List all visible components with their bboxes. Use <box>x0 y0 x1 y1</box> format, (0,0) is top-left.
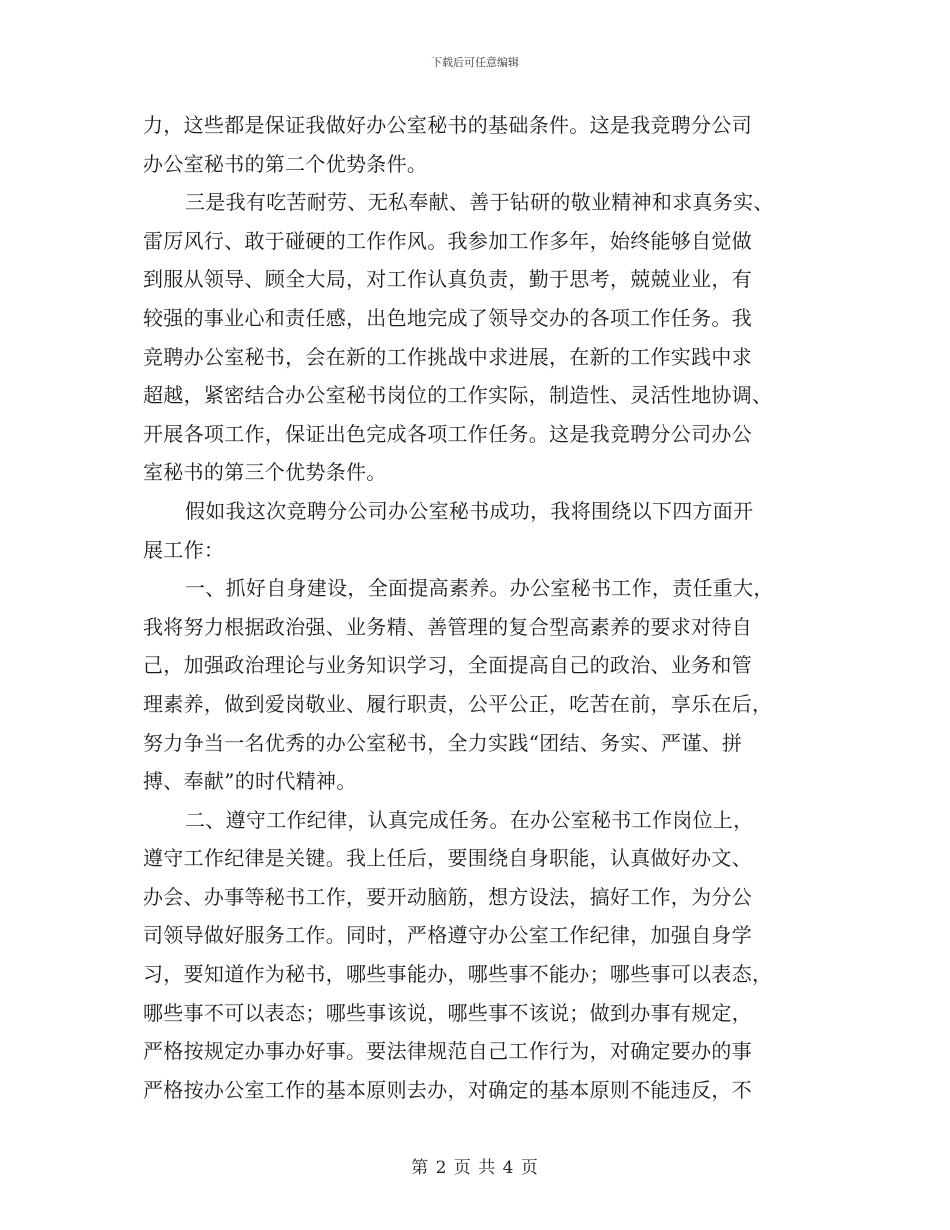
text-line: 竞聘办公室秘书，会在新的工作挑战中求进展，在新的工作实践中求 <box>143 344 752 369</box>
text-line: 办会、办事等秘书工作，要开动脑筋，想方设法，搞好工作，为分公 <box>143 884 752 909</box>
page-header-note: 下载后可任意编辑 <box>431 56 519 69</box>
text-line: 假如我这次竞聘分公司办公室秘书成功，我将围绕以下四方面开 <box>185 498 754 523</box>
document-body <box>143 106 811 1109</box>
text-line: 我将努力根据政治强、业务精、善管理的复合型高素养的要求对待自 <box>143 614 752 639</box>
text-line: 习，要知道作为秘书，哪些事能办，哪些事不能办；哪些事可以表态， <box>143 962 773 987</box>
text-line: 严格按规定办事办好事。要法律规范自己工作行为，对确定要办的事 <box>143 1039 752 1064</box>
text-line: 遵守工作纪律是关键。我上任后，要围绕自身职能，认真做好办文、 <box>143 846 752 871</box>
text-line: 严格按办公室工作的基本原则去办，对确定的基本原则不能违反，不 <box>143 1077 752 1102</box>
text-line: 力，这些都是保证我做好办公室秘书的基础条件。这是我竞聘分公司 <box>143 113 752 137</box>
text-line: 司领导做好服务工作。同时，严格遵守办公室工作纪律，加强自身学 <box>143 923 752 948</box>
text-line: 展工作： <box>143 537 225 562</box>
text-line: 搏、奉献”的时代精神。 <box>143 769 357 794</box>
text-line: 己，加强政治理论与业务知识学习，全面提高自己的政治、业务和管 <box>143 653 752 678</box>
text-line: 一、抓好自身建设，全面提高素养。办公室秘书工作，责任重大， <box>185 576 774 601</box>
text-line: 理素养，做到爱岗敬业、履行职责，公平公正，吃苦在前，享乐在后， <box>143 691 773 716</box>
text-line: 雷厉风行、敢于碰硬的工作作风。我参加工作多年，始终能够自觉做 <box>143 228 752 253</box>
text-line: 超越，紧密结合办公室秘书岗位的工作实际，制造性、灵活性地协调、 <box>143 383 773 408</box>
text-line: 室秘书的第三个优势条件。 <box>143 460 387 485</box>
text-line: 三是我有吃苦耐劳、无私奉献、善于钻研的敬业精神和求真务实、 <box>185 190 774 215</box>
text-line: 开展各项工作，保证出色完成各项工作任务。这是我竞聘分公司办公 <box>143 421 752 446</box>
text-line: 努力争当一名优秀的办公室秘书，全力实践“团结、务实、严谨、拼 <box>143 730 743 755</box>
page-number-footer: 第 2 页 共 4 页 <box>411 1158 539 1178</box>
text-line: 二、遵守工作纪律，认真完成任务。在办公室秘书工作岗位上， <box>185 807 754 832</box>
text-line: 较强的事业心和责任感，出色地完成了领导交办的各项工作任务。我 <box>143 305 752 330</box>
text-line: 到服从领导、顾全大局，对工作认真负责，勤于思考，兢兢业业，有 <box>143 267 752 292</box>
text-line: 哪些事不可以表态；哪些事该说，哪些事不该说；做到办事有规定， <box>143 1000 752 1025</box>
text-line: 办公室秘书的第二个优势条件。 <box>143 151 428 176</box>
